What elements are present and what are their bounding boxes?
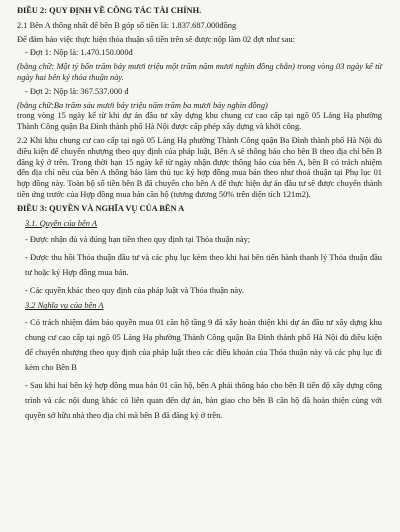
section-3-2-item-2: - Sau khi hai bên ký hợp đồng mua bán 01 căn hộ, bên A phải thông báo cho bên B tiến độ xây dựng công trình và các nội dung khác có liên quan đến dự án, bàn giao cho bên B căn hộ đã hoàn thiện cùng với quyền sở hữu nhà theo địa chỉ mà bên B đã đăng ký ở trên. (25, 381, 382, 421)
installment-2-condition: trong vòng 15 ngày kể từ khi dự án đầu tư xây dựng khu chung cư cao cấp tại ngõ 05 Láng Hạ phường Thành Công quận Ba Đình thành phố Hà Nội được cấp phép xây dựng và khởi công. (17, 111, 382, 132)
installment-1-words: (bằng chữ: Một tỷ bốn trăm bảy mươi triệu một trăm năm mươi nghìn đồng chẵn) trong vòng 03 ngày kể từ ngày hai bên ký thỏa thuận này. (17, 62, 382, 82)
section-3-1-item-3: - Các quyền khác theo quy định của pháp luật và Thỏa thuận này. (25, 286, 244, 296)
clause-2-2: 2.2 Khi khu chung cư cao cấp tại ngõ 05 Láng Hạ phường Thành Công quận Ba Đình thành phố Hà Nội đủ điều kiện để chuyển nhượng theo quy định của pháp luật, Bên A sẽ thông báo cho bên B theo địa chỉ bên B đăng ký ở trên. Trong thời hạn 15 ngày kể từ ngày nhận được thông báo của bên A, bên B có trách nhiệm đến địa chỉ nêu của bên A thông báo làm thủ tục ký hợp đồng mua bán theo như thoả thuận tại Phụ lục 01 hợp đồng này. Toàn bộ số tiền bên B đã chuyển cho bên A để thực hiện dự án đầu tư sẽ được chuyển thành tiền ứng trước của Hợp đồng mua bán căn hộ (tương đương 50% trên diện tích 121m2). (17, 135, 382, 199)
section-3-2-item-1: - Có trách nhiệm đảm bảo quyền mua 01 căn hộ tầng 9 đã xây hoàn thiện khi dự án đầu tư xây dựng khu chung cư cao cấp tại ngõ 05 Láng Hạ phường Thành Công quận Ba Đình thành phố Hà Nội đủ điều kiện để chuyển nhượng theo quy định của pháp luật theo các điều khoản của Thỏa thuận này và các phụ lục đi kèm cho Bên B (25, 318, 382, 373)
section-3-1-item-2: - Được thu hồi Thỏa thuận đầu tư và các phụ lục kèm theo khi hai bên tiến hành thanh lý Thỏa thuận đầu tư hoặc ký Hợp đồng mua bán. (25, 253, 382, 278)
installment-1: - Đợt 1: Nộp là: 1.470.150.000đ (25, 48, 133, 58)
section-3-1-title: 3.1. Quyền của bên A (25, 218, 97, 228)
installment-2-words: (bằng chữ:Ba trăm sáu mươi bảy triệu năm trăm ba mươi bảy nghìn đồng) (17, 100, 268, 110)
clause-2-1-intro: Để đảm bảo việc thực hiện thỏa thuận số tiền trên sẽ được nộp làm 02 đợt như sau: (17, 34, 295, 44)
article-3-heading: ĐIỀU 3: QUYỀN VÀ NGHĨA VỤ CỦA BÊN A (17, 203, 185, 213)
article-2-heading: ĐIỀU 2: QUY ĐỊNH VỀ CÔNG TÁC TÀI CHÍNH. (17, 6, 202, 15)
section-3-1-item-1: - Được nhận đủ và đúng hạn tiền theo quy định tại Thỏa thuận này; (25, 235, 251, 245)
clause-2-1: 2.1 Bên A thông nhất để bên B góp số tiền là: 1.837.687.000đồng (17, 20, 237, 30)
section-3-2-title: 3.2 Nghĩa vụ của bên A (25, 301, 104, 311)
installment-2: - Đợt 2: Nộp là: 367.537.000 đ (25, 86, 129, 96)
